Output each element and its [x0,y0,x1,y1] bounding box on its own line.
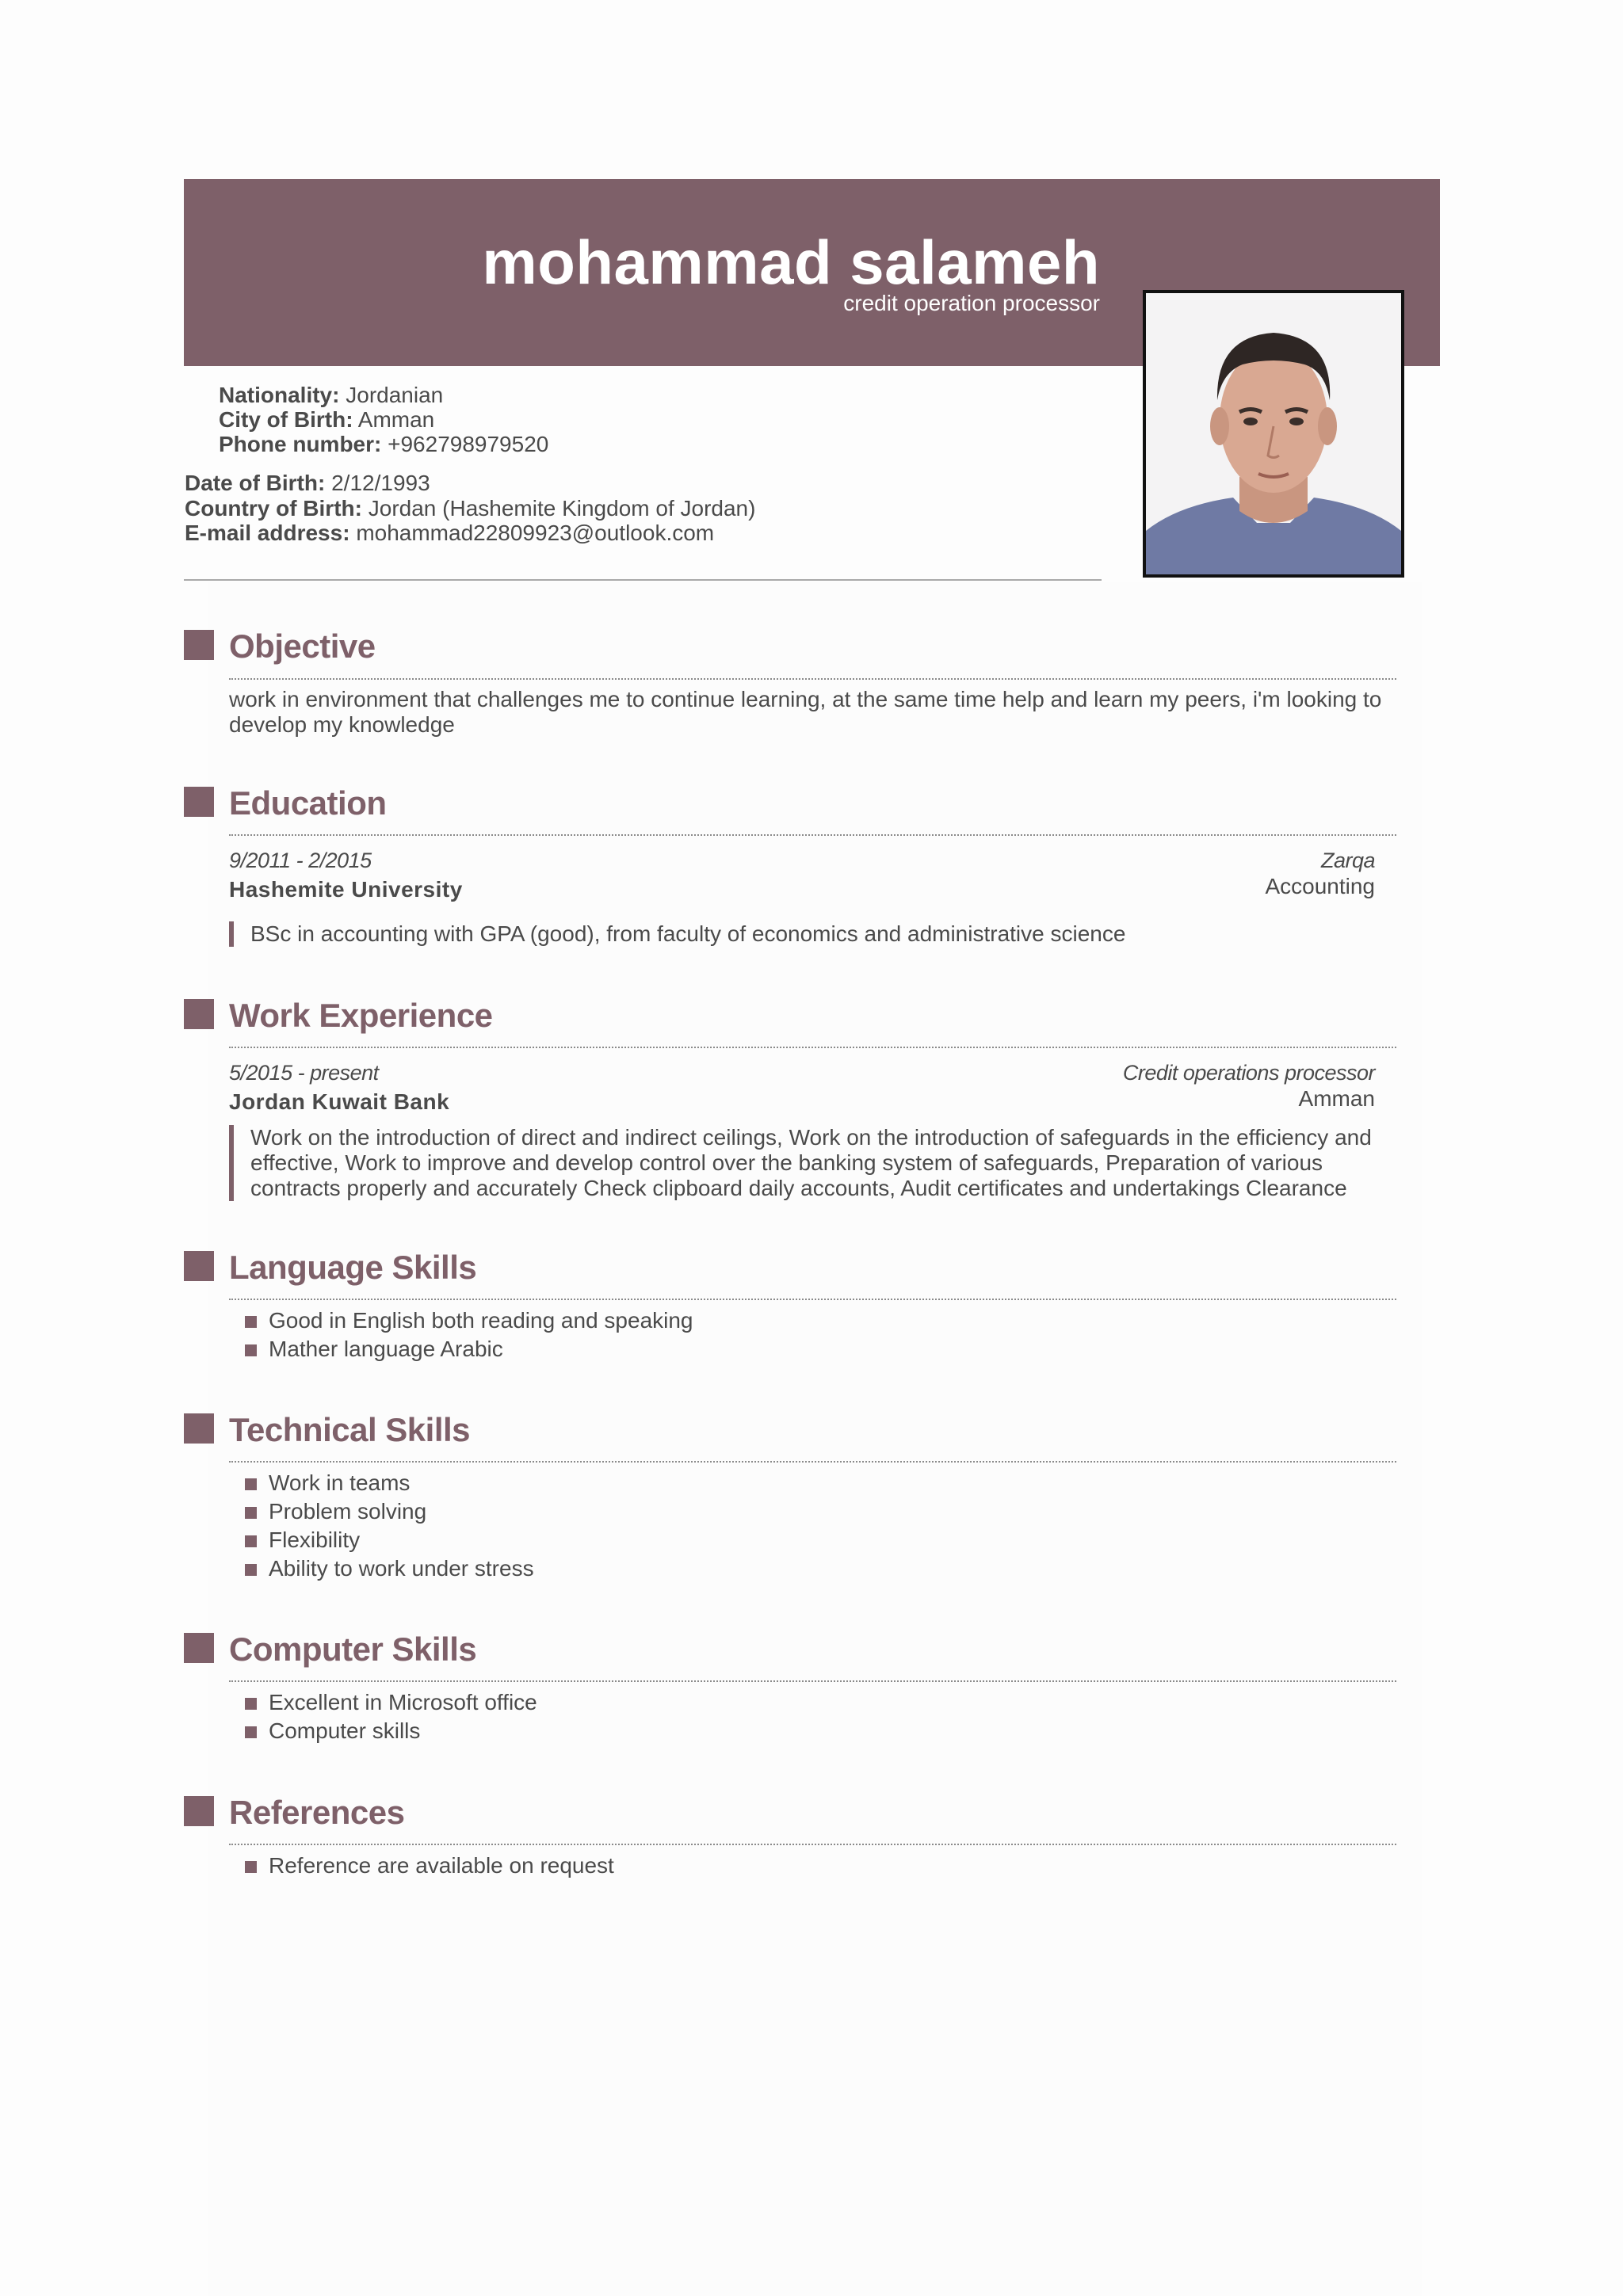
list-item [245,1526,534,1554]
section-title: Computer Skills [229,1630,477,1668]
dob-line [185,472,430,494]
nationality-label: Nationality: [219,383,340,407]
list-item [245,1469,534,1497]
bullet-square-icon [245,1507,257,1519]
list-item-text: Problem solving [269,1499,427,1524]
section-title: Work Experience [229,997,493,1034]
country-label: Country of Birth: [185,496,362,521]
bullet-square-icon [245,1344,257,1356]
list-item [245,1554,534,1583]
section-rule [229,1844,1396,1845]
education-field: Accounting [1265,874,1375,898]
candidate-title: credit operation processor [843,291,1100,315]
objective-line: work in environment that challenges me to continue learning, at the same time help and learn my peers, i'm looking to [229,687,1382,711]
phone-value: +962798979520 [388,432,549,456]
nationality-line [219,384,443,406]
header-divider [184,579,1102,581]
city-label: City of Birth: [219,407,353,432]
list-item [245,1306,693,1335]
dob-label: Date of Birth: [185,471,326,495]
email-line [185,522,714,544]
list-item [245,1717,537,1745]
section-title: Objective [229,627,376,665]
list-item [245,1497,534,1526]
phone-label: Phone number: [219,432,382,456]
work-role: Credit operations processor [1122,1061,1375,1085]
list-item-text: Work in teams [269,1470,411,1495]
list-item-text: Computer skills [269,1718,421,1743]
list-item-text: Flexibility [269,1527,361,1552]
work-description-line: contracts properly and accurately Check clipboard daily accounts, Audit certificates and undertakings Clearance [250,1176,1347,1200]
section-marker [184,1251,214,1281]
bullet-square-icon [245,1316,257,1328]
references-list [245,1852,614,1880]
work-description-line: Work on the introduction of direct and indirect ceilings, Work on the introduction of safeguards in the efficiency and [250,1125,1372,1150]
work-location: Amman [1298,1086,1375,1111]
list-item [245,1852,614,1880]
education-institution: Hashemite University [229,877,463,902]
section-rule [229,834,1396,836]
dob-value: 2/12/1993 [331,471,430,495]
list-item-text: Mather language Arabic [269,1337,503,1361]
objective-line: develop my knowledge [229,712,455,737]
list-item [245,1688,537,1717]
nationality-value: Jordanian [346,383,444,407]
education-description: BSc in accounting with GPA (good), from faculty of economics and administrative science [229,921,1125,947]
bullet-square-icon [245,1698,257,1710]
technical-list [245,1469,534,1583]
section-rule [229,1461,1396,1463]
bullet-square-icon [245,1535,257,1547]
section-rule [229,678,1396,680]
section-marker [184,999,214,1029]
work-date: 5/2015 - present [229,1061,379,1085]
section-marker [184,1413,214,1444]
portrait-image [1146,293,1401,574]
candidate-name: mohammad salameh [482,227,1100,297]
list-item-text: Ability to work under stress [269,1556,534,1581]
education-date: 9/2011 - 2/2015 [229,849,372,872]
bullet-square-icon [245,1564,257,1576]
education-location: Zarqa [1320,849,1375,872]
section-title: Education [229,784,387,822]
work-description [229,1125,1372,1201]
email-label: E-mail address: [185,521,350,545]
section-rule [229,1299,1396,1300]
section-marker [184,1796,214,1826]
section-marker [184,1633,214,1663]
country-value: Jordan (Hashemite Kingdom of Jordan) [368,496,756,521]
section-rule [229,1680,1396,1682]
section-marker [184,787,214,817]
bullet-square-icon [245,1726,257,1738]
country-line [185,498,755,520]
section-marker [184,630,214,660]
computer-list [245,1688,537,1745]
city-value: Amman [357,407,435,432]
list-item-text: Excellent in Microsoft office [269,1690,537,1714]
city-line [219,409,434,431]
objective-text [229,687,1381,738]
section-rule [229,1047,1396,1048]
work-company: Jordan Kuwait Bank [229,1089,450,1114]
language-list [245,1306,693,1363]
bullet-square-icon [245,1861,257,1873]
list-item-text: Reference are available on request [269,1853,614,1878]
work-description-line: effective, Work to improve and develop control over the banking system of safeguards, Preparation of various [250,1150,1323,1175]
list-item [245,1335,693,1363]
email-value[interactable]: mohammad22809923@outlook.com [356,521,715,545]
phone-line [219,433,548,456]
section-title: References [229,1794,405,1831]
section-title: Language Skills [229,1249,477,1286]
list-item-text: Good in English both reading and speaking [269,1308,693,1333]
section-title: Technical Skills [229,1411,471,1448]
profile-photo [1143,290,1404,578]
bullet-square-icon [245,1478,257,1490]
